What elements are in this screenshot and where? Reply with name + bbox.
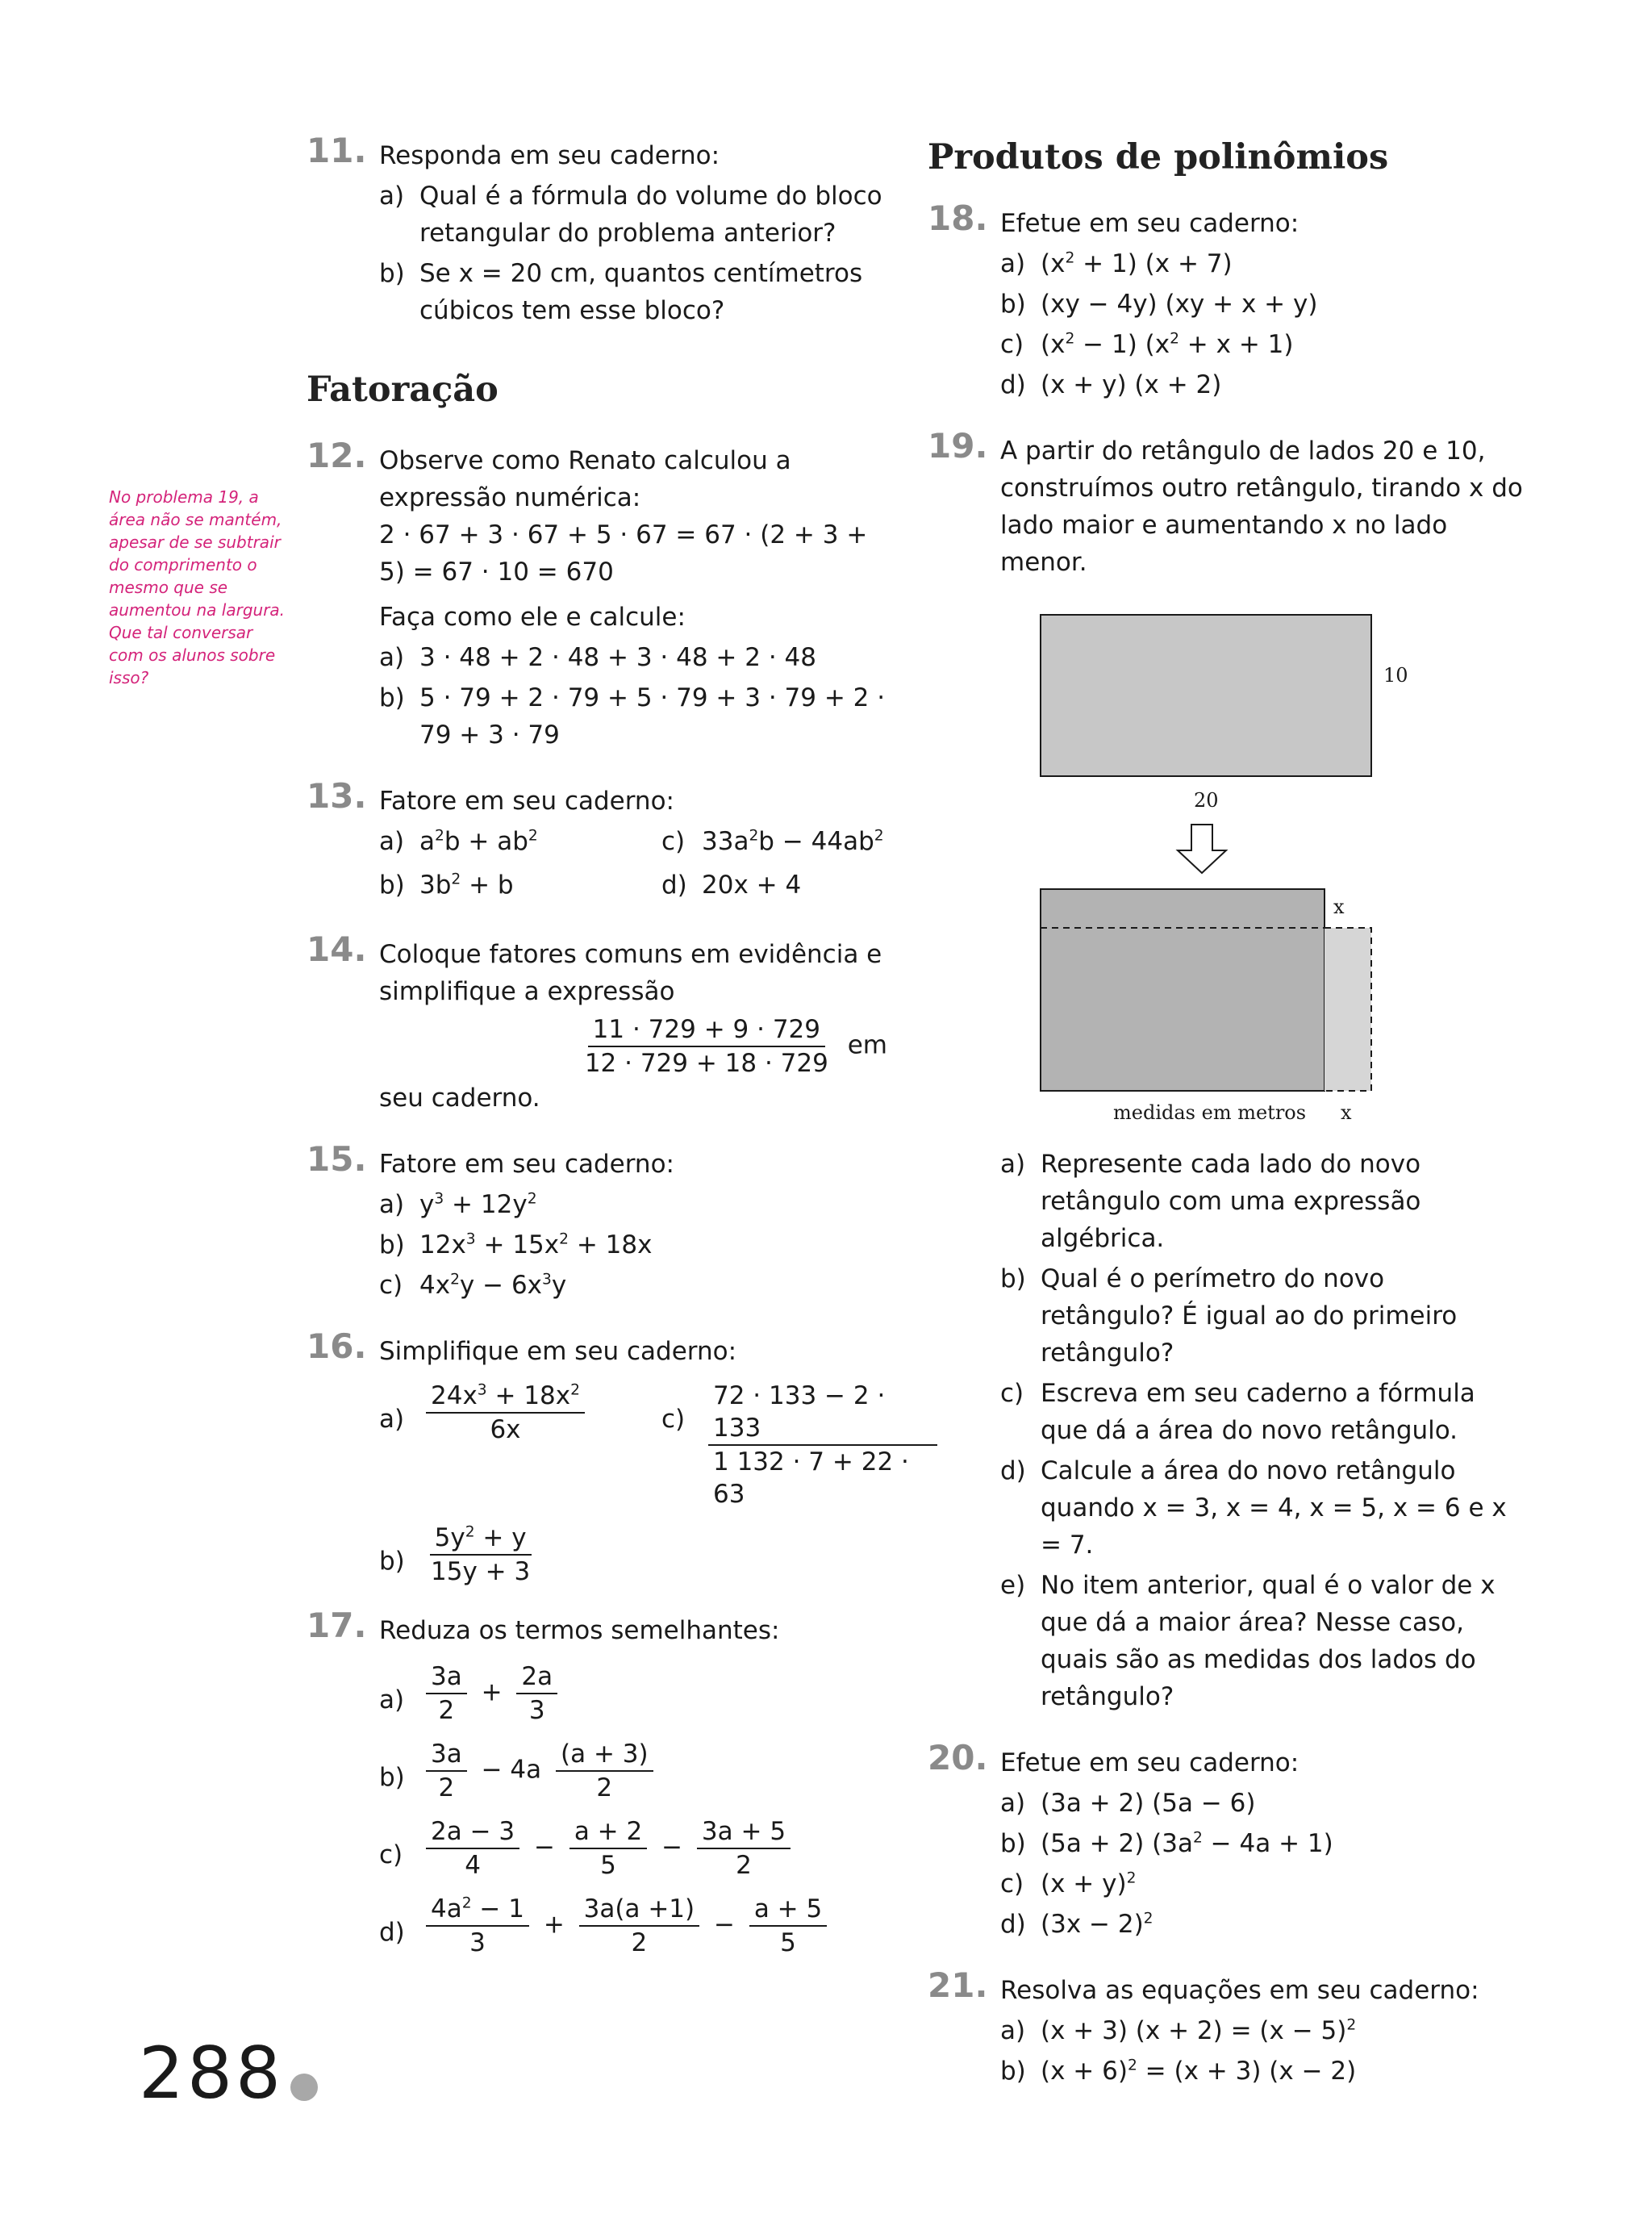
exercise-15 [307,1139,887,1304]
label-x-bottom: x [1341,1101,1352,1124]
diagram-caption: medidas em metros [1113,1101,1307,1124]
new-rectangle [1041,889,1325,1091]
item-c: c) $(x^2 - 1) (x^2 + x + 1)$ [1000,330,1294,359]
exercise-20 [928,1738,1525,1943]
section-heading-produtos: Produtos de polinômios [928,137,1389,178]
original-rectangle [1041,615,1371,776]
exercise-number: 11. [307,131,367,170]
item-a: a) (x + 3) $(x + 2) = (x - 5)^2$ [1000,2016,1357,2045]
item-b: b) $12x^3 + 15x^2 + 18x$ [379,1230,653,1259]
item-b: b) Se x = 20 cm, quantos centímetros cúbicos tem esse bloco? [379,259,863,325]
exercise-text: Efetue em seu caderno: [1000,1748,1299,1777]
exercise-number: 15. [307,1139,367,1179]
added-strip [1325,928,1371,1091]
exercise-18 [928,198,1525,403]
exercise-text: Reduza os termos semelhantes: [379,1616,780,1645]
exercise-number: 20. [928,1738,988,1777]
item-a: a) $(x^2 + 1) (x + 7)$ [1000,249,1233,278]
item-a: a) Qual é a fórmula do volume do bloco retangular do problema anterior? [379,182,882,248]
page-number: 288 [139,2032,284,2115]
item-b: b) $\frac{5y^2 + y}{15y + 3}$ [379,1523,531,1586]
item-c: c) $(x + y)^2$ [1000,1869,1137,1898]
rectangle-diagram [1024,599,1476,1131]
item-a: a) $\frac{24x^3 + 18x^2}{6x}$ [379,1380,661,1510]
item-a: a) $y^3 + 12y^2$ [379,1190,537,1219]
exercise-17 [307,1606,887,1959]
item-c: c) $\frac{72 \cdot 133 - 2 \cdot 133}{1 132 \cdot 7 + 22 \cdot 63}$ [661,1380,944,1510]
item-b: b) (5a + 2) $(3a^2 - 4a + 1)$ [1000,1829,1333,1858]
exercise-calc: 2 · 67 + 3 · 67 + 5 · 67 = 67 · (2 + 3 + 5) = 67 · 10 = 670 [379,520,868,587]
left-column [307,131,909,1962]
label-x-top: x [1333,896,1345,918]
item-a: a) 3 · 48 + 2 · 48 + 3 · 48 + 2 · 48 [379,643,816,672]
exercise-text: Fatore em seu caderno: [379,787,674,816]
teacher-side-note: No problema 19, a área não se mantém, apesar de se subtrair do comprimento o mesmo que se aumentou na largura. Que tal conversar com os alunos sobre isso? [109,487,286,687]
exercise-text: Simplifique em seu caderno: [379,1337,737,1366]
exercise-number: 16. [307,1326,367,1366]
exercise-text: A partir do retângulo de lados 20 e 10, construímos outro retângulo, tirando x do lado maior e aumentando x no lado menor. [1000,436,1523,577]
item-a: a) Represente cada lado do novo retângulo com uma expressão algébrica. [1000,1150,1421,1253]
item-b: b) $(x + 6)^2 = (x + 3)$ (x − 2) [1000,2057,1357,2086]
exercise-text: Resolva as equações em seu caderno: [1000,1976,1479,2005]
exercise-number: 21. [928,1965,988,2005]
item-b: b) $\frac{3a}{2}$ − 4a $\frac{(a + 3)}{2}$ [379,1738,887,1804]
item-a: a) $\frac{3a}{2}$ + $\frac{2a}{3}$ [379,1660,887,1727]
exercise-text: Observe como Renato calculou a expressão numérica: [379,446,791,512]
item-c: c) $4x^2y - 6x^3y$ [379,1271,567,1300]
exercise-11 [307,131,887,329]
item-c: c) Escreva em seu caderno a fórmula que dá a área do novo retângulo. [1000,1379,1475,1445]
exercise-16 [307,1326,909,1588]
exercise-13 [307,776,887,907]
exercise-text-2: seu caderno. [379,1084,540,1113]
item-d: d) (x + y) (x + 2) [1000,370,1222,399]
exercise-text: Responda em seu caderno: [379,141,720,170]
exercise-19 [928,426,1525,1715]
item-c: c) $33a^2b - 44ab^2$ [661,827,884,856]
item-a: a) $a^2b + ab^2$ [379,827,538,856]
item-d: d) Calcule a área do novo retângulo quando x = 3, x = 4, x = 5, x = 6 e x = 7. [1000,1456,1507,1560]
exercise-number: 17. [307,1606,367,1645]
item-d: d) 20x + 4 [661,871,802,900]
label-side-10: 10 [1383,664,1408,687]
item-a: a) (3a + 2) (5a − 6) [1000,1789,1256,1818]
exercise-text-2: Faça como ele e calcule: [379,603,686,632]
item-b: b) $3b^2 + b$ [379,871,514,900]
section-heading-fatoracao: Fatoração [307,370,499,410]
exercise-12 [307,436,887,754]
down-arrow-icon [1178,825,1226,873]
exercise-number: 12. [307,436,367,475]
item-e: e) No item anterior, qual é o valor de x que dá a maior área? Nesse caso, quais são as medidas dos lados do retângulo? [1000,1571,1496,1711]
exercise-text: Fatore em seu caderno: [379,1150,674,1179]
item-b: b) Qual é o perímetro do novo retângulo? É igual ao do primeiro retângulo? [1000,1264,1458,1368]
exercise-21 [928,1965,1525,2090]
item-d: d) $\frac{4a^2 - 1}{3}$ + $\frac{3a(a +1)}{2}$ − $\frac{a + 5}{5}$ [379,1893,887,1959]
item-d: d) $(3x - 2)^2$ [1000,1910,1153,1939]
exercise-14: 14. Coloque fatores comuns em evidência e simplifique a expressão $\frac{11 \cdot 729 + 9 \cdot 729}{12 \cdot 729 + 18 \cdot 729}$ em seu caderno. [307,936,887,1117]
item-b: b) (xy − 4y) (xy + x + y) [1000,290,1318,319]
fraction: $\frac{11 \cdot 729 + 9 \cdot 729}{12 \cdot 729 + 18 \cdot 729}$ [584,1015,828,1078]
exercise-text: Efetue em seu caderno: [1000,209,1299,238]
item-b: b) 5 · 79 + 2 · 79 + 5 · 79 + 3 · 79 + 2 · 79 + 3 · 79 [379,683,886,750]
exercise-number: 14. [307,929,367,969]
item-c: c) $\frac{2a - 3}{4}$ − $\frac{a + 2}{5}$ − $\frac{3a + 5}{2}$ [379,1815,887,1882]
exercise-number: 13. [307,776,367,816]
right-column [928,137,1525,2093]
page-dot [290,2074,318,2101]
exercise-number: 19. [928,426,988,466]
exercise-number: 18. [928,198,988,238]
exercise-text: Coloque fatores comuns em evidência e simplifique a expressão [379,940,882,1006]
label-side-20: 20 [1194,789,1219,812]
